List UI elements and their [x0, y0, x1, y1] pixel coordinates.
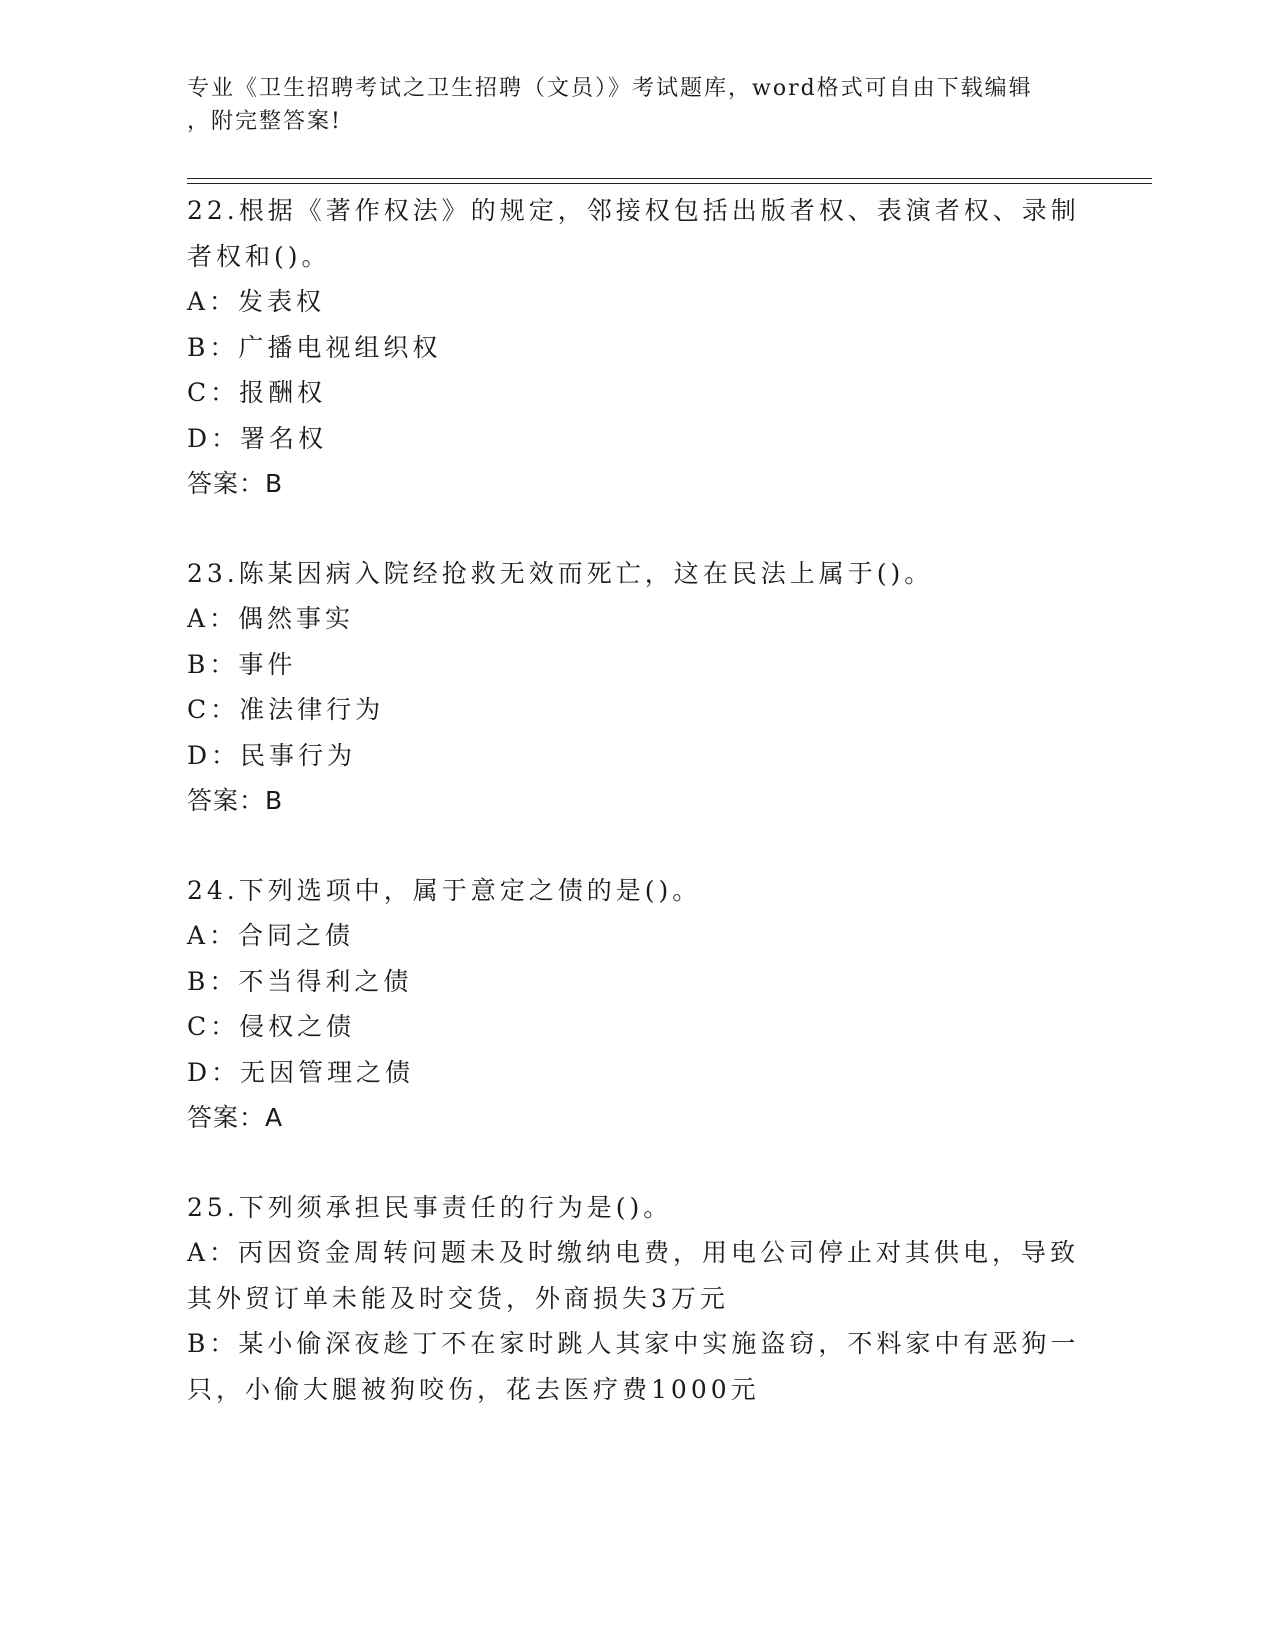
- header-line-1: 专业《卫生招聘考试之卫生招聘（文员）》考试题库，word格式可自由下载编辑: [187, 76, 1033, 101]
- option-d: D：署名权: [187, 423, 328, 453]
- option-a: A：发表权: [187, 287, 326, 316]
- question-stem-line: 25.下列须承担民事责任的行为是()。: [187, 1192, 673, 1222]
- option-b: B：某小偷深夜趁丁不在家时跳人其家中实施盗窃，不料家中有恶狗一: [187, 1329, 1080, 1358]
- option-a: A：偶然事实: [187, 604, 355, 633]
- option-b: B：不当得利之债: [187, 966, 413, 996]
- question-stem-line: 22.根据《著作权法》的规定，邻接权包括出版者权、表演者权、录制: [187, 196, 1080, 225]
- answer-line: 答案：B: [187, 469, 284, 498]
- header-divider-top: [187, 178, 1152, 179]
- option-a: A：丙因资金周转问题未及时缴纳电费，用电公司停止对其供电，导致: [187, 1238, 1080, 1267]
- question-25: [187, 1185, 1087, 1413]
- question-22: [187, 188, 1087, 507]
- answer-line: 答案：A: [187, 1103, 284, 1132]
- option-d: D：民事行为: [187, 740, 357, 770]
- question-stem-line: 23.陈某因病入院经抢救无效而死亡，这在民法上属于()。: [187, 558, 934, 588]
- question-23: [187, 551, 1087, 824]
- header-line-2: ，附完整答案!: [187, 109, 342, 134]
- header-divider-bottom: [187, 183, 1152, 184]
- option-d: D：无因管理之债: [187, 1057, 415, 1087]
- question-stem-line: 者权和()。: [187, 241, 331, 271]
- question-24: [187, 868, 1087, 1141]
- option-c: C：侵权之债: [187, 1012, 356, 1041]
- option-c: C：准法律行为: [187, 695, 385, 724]
- option-c: C：报酬权: [187, 378, 327, 407]
- answer-line: 答案：B: [187, 786, 284, 815]
- option-b: B：事件: [187, 649, 297, 679]
- option-a: A：合同之债: [187, 921, 355, 950]
- option-a-continued: 其外贸订单未能及时交货，外商损失3万元: [187, 1283, 729, 1313]
- question-list: [187, 188, 1087, 1412]
- option-b-continued: 只，小偷大腿被狗咬伤，花去医疗费1000元: [187, 1374, 760, 1404]
- question-stem-line: 24.下列选项中，属于意定之债的是()。: [187, 875, 702, 905]
- option-b: B：广播电视组织权: [187, 332, 442, 362]
- document-header: [187, 72, 1087, 138]
